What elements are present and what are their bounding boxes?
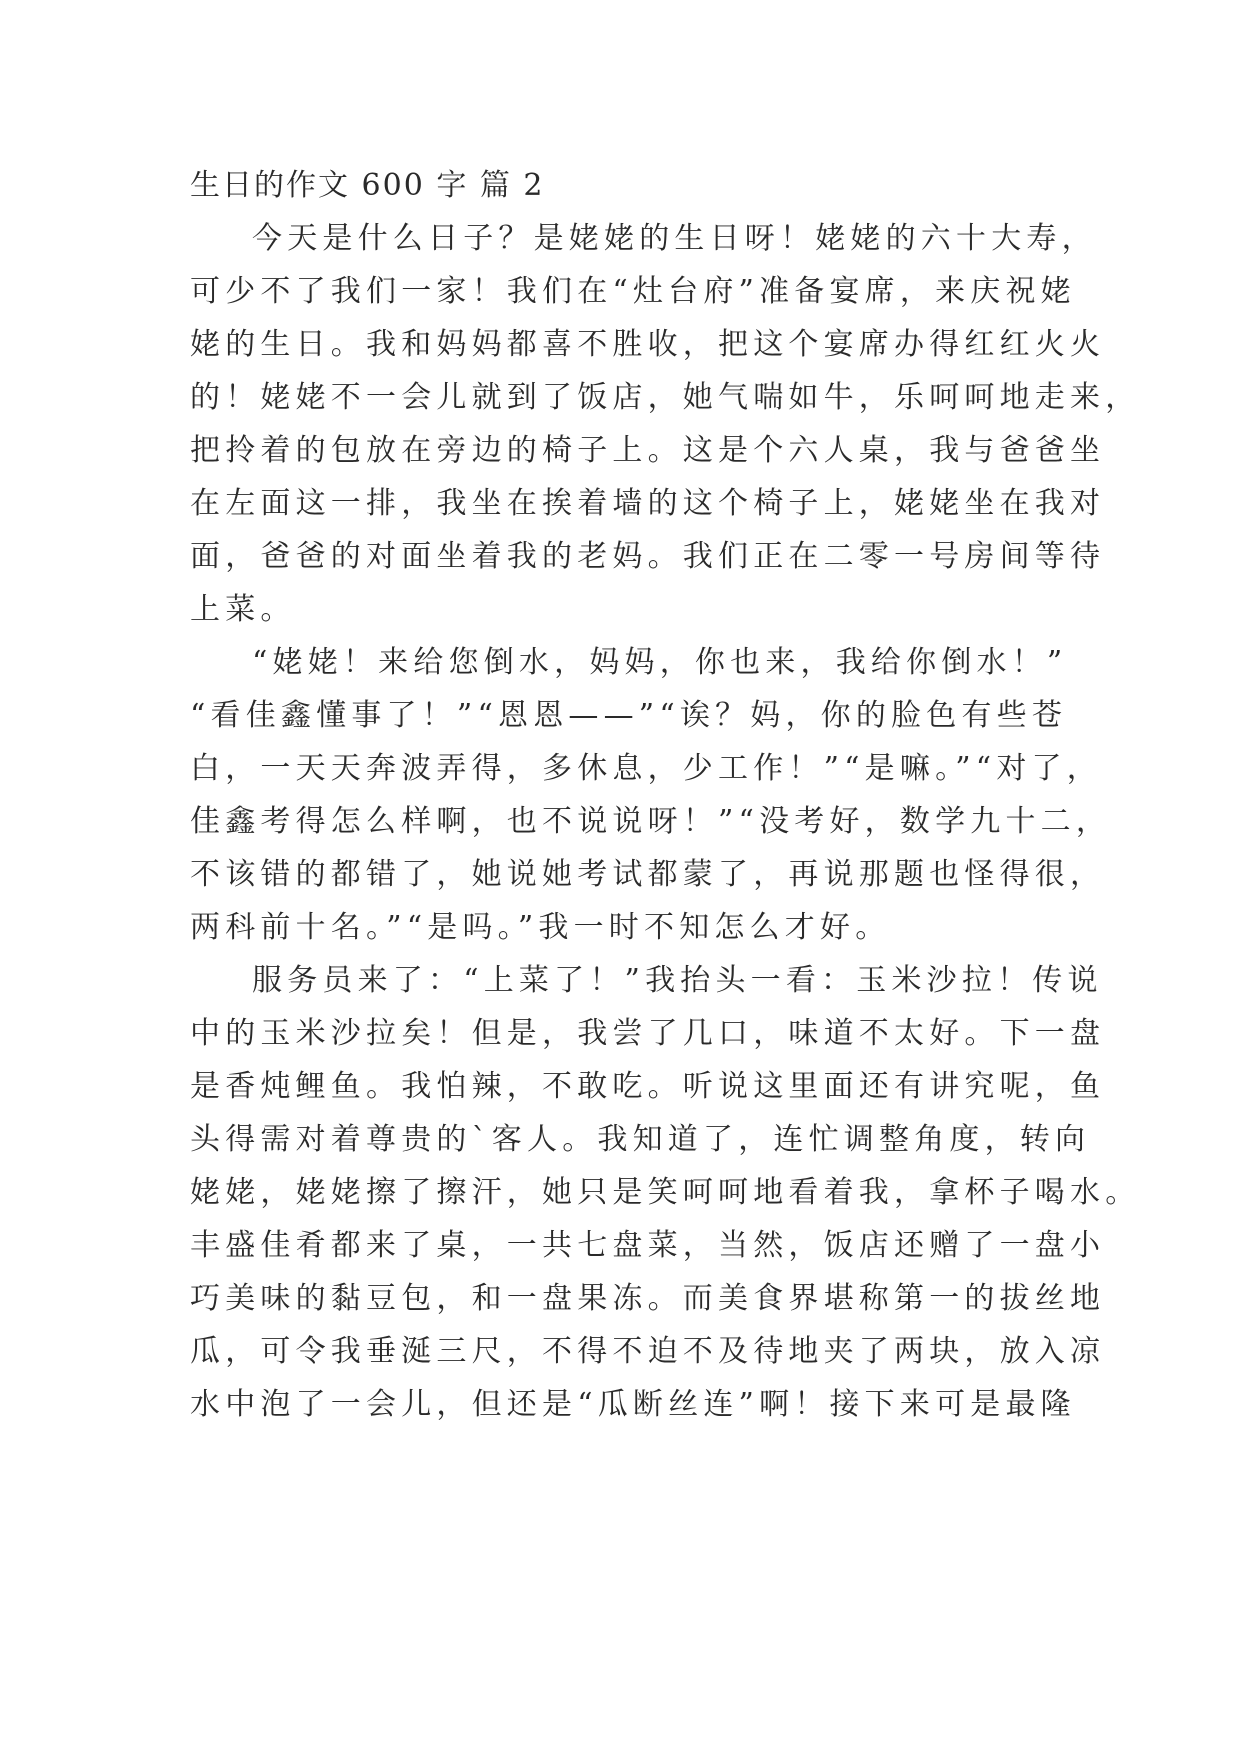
paragraph-line: 巧美味的黏豆包，和一盘果冻。而美食界堪称第一的拔丝地	[190, 1281, 1106, 1316]
paragraph-line: 服务员来了：“上菜了！”我抬头一看：玉米沙拉！传说	[252, 963, 1103, 998]
paragraph-line: 在左面这一排，我坐在挨着墙的这个椅子上，姥姥坐在我对	[190, 486, 1106, 521]
paragraph-line: 面，爸爸的对面坐着我的老妈。我们正在二零一号房间等待	[190, 539, 1106, 574]
paragraph-line: 姥姥，姥姥擦了擦汗，她只是笑呵呵地看着我，拿杯子喝水。	[190, 1175, 1141, 1210]
paragraph-line: “姥姥！来给您倒水，妈妈，你也来，我给你倒水！”	[252, 645, 1068, 680]
paragraph-line: 头得需对着尊贵的`客人。我知道了，连忙调整角度，转向	[190, 1122, 1091, 1157]
paragraph-line: 两科前十名。”“是吗。”我一时不知怎么才好。	[190, 910, 891, 945]
document-title: 生日的作文 600 字 篇 2	[190, 168, 545, 203]
paragraph-line: 水中泡了一会儿，但还是“瓜断丝连”啊！接下来可是最隆	[190, 1387, 1076, 1422]
paragraph-line: 佳鑫考得怎么样啊，也不说说呀！”“没考好，数学九十二，	[190, 804, 1112, 839]
paragraph-line: 姥的生日。我和妈妈都喜不胜收，把这个宴席办得红红火火	[190, 327, 1106, 362]
paragraph-line: “看佳鑫懂事了！”“恩恩——”“诶？妈，你的脸色有些苍	[190, 698, 1068, 733]
paragraph-line: 把拎着的包放在旁边的椅子上。这是个六人桌，我与爸爸坐	[190, 433, 1106, 468]
paragraph-line: 不该错的都错了，她说她考试都蒙了，再说那题也怪得很，	[190, 857, 1106, 892]
paragraph-line: 瓜，可令我垂涎三尺，不得不迫不及待地夹了两块，放入凉	[190, 1334, 1106, 1369]
paragraph-line: 中的玉米沙拉矣！但是，我尝了几口，味道不太好。下一盘	[190, 1016, 1106, 1051]
paragraph-line: 上菜。	[190, 592, 296, 627]
paragraph-line: 丰盛佳肴都来了桌，一共七盘菜，当然，饭店还赠了一盘小	[190, 1228, 1106, 1263]
paragraph-line: 的！姥姥不一会儿就到了饭店，她气喘如牛，乐呵呵地走来，	[190, 380, 1141, 415]
paragraph-line: 可少不了我们一家！我们在“灶台府”准备宴席，来庆祝姥	[190, 274, 1076, 309]
paragraph-line: 今天是什么日子？是姥姥的生日呀！姥姥的六十大寿，	[252, 221, 1097, 256]
paragraph-line: 白，一天天奔波弄得，多休息，少工作！”“是嘛。”“对了，	[190, 751, 1102, 786]
paragraph-line: 是香炖鲤鱼。我怕辣，不敢吃。听说这里面还有讲究呢，鱼	[190, 1069, 1106, 1104]
